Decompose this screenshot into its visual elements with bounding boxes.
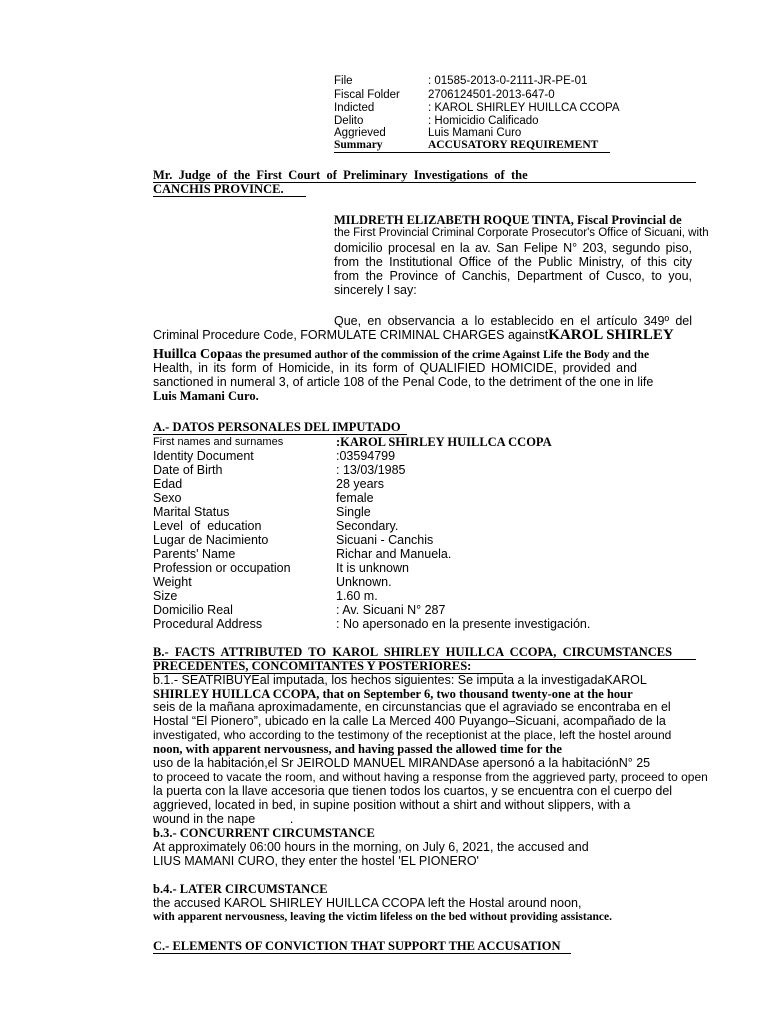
header-row-aggrieved: Aggrieved Luis Mamani Curo [334, 127, 522, 139]
prosecutor-office: the First Provincial Criminal Corporate Prosecutor's Office of Sicuani, with [334, 227, 709, 239]
header-row-summary: Summary ACCUSATORY REQUIREMENT [334, 139, 610, 153]
header-row-indicted: Indicted : KAROL SHIRLEY HUILLCA CCOPA [334, 102, 620, 114]
prosecutor-name: MILDRETH ELIZABETH ROQUE TINTA, Fiscal Provincial de [334, 213, 682, 227]
b4-line: the accused KAROL SHIRLEY HUILLCA CCOPA left the Hostal around noon, [153, 896, 582, 910]
prosecutor-office-line: from the Institutional Office of the Public Ministry, of this city [334, 255, 692, 269]
b1-line: investigated, who according to the testimony of the receptionist at the place, left the hostel around [153, 728, 672, 742]
b3-line: LIUS MAMANI CURO, they enter the hostel 'EL PIONERO' [153, 854, 479, 868]
b3-line: At approximately 06:00 hours in the morning, on July 6, 2021, the accused and [153, 840, 589, 854]
b4-line: with apparent nervousness, leaving the victim lifeless on the bed without providing assistance. [153, 911, 612, 923]
section-b-title-line-1: B.- FACTS ATTRIBUTED TO KAROL SHIRLEY HUILLCA CCOPA, CIRCUMSTANCES [153, 645, 696, 660]
header-row-delito: Delito : Homicidio Calificado [334, 115, 539, 127]
header-row-fiscal-folder: Fiscal Folder 2706124501-2013-647-0 [334, 89, 555, 101]
section-a-title: A.- DATOS PERSONALES DEL IMPUTADO [153, 420, 407, 435]
prosecutor-closing: sincerely I say: [334, 283, 417, 297]
b4-title: b.4.- LATER CIRCUMSTANCE [153, 882, 328, 896]
b1-line: aggrieved, located in bed, in supine position without a shirt and without slippers, with a [153, 798, 631, 812]
prosecutor-province-line: from the Province of Canchis, Department of Cusco, to you, [334, 269, 692, 283]
b1-line: SHIRLEY HUILLCA CCOPA, that on September 6, two thousand twenty-one at the hour [153, 687, 633, 701]
charge-line-1: Que, en observancia a lo establecido en el artículo 349º del [334, 314, 692, 328]
b3-title: b.3.- CONCURRENT CIRCUMSTANCE [153, 826, 375, 840]
header-row-file: File : 01585-2013-0-2111-JR-PE-01 [334, 75, 588, 87]
charge-line-4: Health, in its form of Homicide, in its form of QUALIFIED HOMICIDE, provided and [153, 361, 637, 375]
b1-line: to proceed to vacate the room, and without having a response from the aggrieved party, proceed to open [153, 770, 708, 784]
b1-line: noon, with apparent nervousness, and having passed the allowed time for the [153, 742, 562, 756]
b1-line: la puerta con la llave accesoria que tienen todos los cuartos, y se encuentra con el cuerpo del [153, 784, 673, 798]
b1-line: wound in the nape . [153, 812, 294, 826]
b1-line: seis de la mañana aproximadamente, en circunstancias que el agraviado se encontraba en el [153, 700, 671, 714]
document-page: File : 01585-2013-0-2111-JR-PE-01 Fiscal Folder 2706124501-2013-647-0 Indicted : KAROL SHIRLEY HUILLCA CCOPA Delito : Homicidio Calificado Aggrieved Luis Mamani Curo Summary ACCUSATORY REQUIREMENT Mr. Judge of the First Court of Preliminary Investigations of the CANCHIS PROVINCE. MILDRETH ELIZABETH ROQUE TINTA, Fiscal Provincial de the First Provincial Criminal Corporate Prosecutor's Office of Sicuani, with domicilio procesal en la av. San Felipe N° 203, segundo piso, from the Institutional Office of the Public Ministry, of this city from the Province of Canchis, Department of Cusco, to you, sincerely I say: Que, en observancia a lo establecido en el artículo 349º del Criminal Procedure Code, FORMULATE CRIMINAL CHARGES againstKAROL SHIRLEY Huillca Copaas the presumed author of the commission of the crime Against Life the Body and the Health, in its form of Homicide, in its form of QUALIFIED HOMICIDE, provided and sanctioned in numeral 3, of article 108 of the Penal Code, to the detriment of the one in life Luis Mamani Curo. A.- DATOS PERSONALES DEL IMPUTADO First names and surnames :KAROL SHIRLEY HUILLCA CCOPA Identity Document :03594799 Date of Birth : 13/03/1985 Edad 28 years Sexo female Marital Status Single Level of education Secondary. Lugar de Nacimiento Sicuani - Canchis Parents' Name Richar and Manuela. Profession or occupation It is unknown Weight Unknown. Size 1.60 m. Domicilio Real : Av. Sicuani N° 287 Procedural Address : No apersonado en la presente investigación. B.- FACTS ATTRIBUTED TO KAROL SHIRLEY HUILLCA CCOPA, CIRCUMSTANCES PRECEDENTES, CONCOMITANTES Y POSTERIORES: b.1.- SEATRIBUYEal imputada, los hechos siguientes: Se imputa a la investigadaKAROL SHIRLEY HUILLCA CCOPA, that on September 6, two thousand twenty-one at the hour seis de la mañana aproximadamente, en circunstancias que el agraviado se encontraba en el Hostal “El Pionero”, ubicado en la calle La Merced 400 Puyango–Sicuani, acompañado de la investigated, who according to the testimony of the receptionist at the place, left the hostel around noon, with apparent nervousness, and having passed the allowed time for the uso de la habitación,el Sr JEIROLD MANUEL MIRANDAse apersonó a la habitaciónN° 25 to proceed to vacate the room, and without having a response from the aggrieved party, proceed to open la puerta con la llave accesoria que tienen todos los cuartos, y se encuentra con el cuerpo del aggrieved, located in bed, in supine position without a shirt and without slippers, with a wound in the nape . b.3.- CONCURRENT CIRCUMSTANCE At approximately 06:00 hours in the morning, on July 6, 2021, the accused and LIUS MAMANI CURO, they enter the hostel 'EL PIONERO' b.4.- LATER CIRCUMSTANCE the accused KAROL SHIRLEY HUILLCA CCOPA left the Hostal around noon, with apparent nervousness, leaving the victim lifeless on the bed without providing assistance. C.- ELEMENTS OF CONVICTION THAT SUPPORT THE ACCUSATION [153, 75, 709, 953]
charge-line-2: Criminal Procedure Code, FORMULATE CRIMINAL CHARGES againstKAROL SHIRLEY [153, 327, 674, 343]
addressee-line-2: CANCHIS PROVINCE. [153, 182, 306, 197]
prosecutor-address-line: domicilio procesal en la av. San Felipe N° 203, segundo piso, [334, 241, 692, 255]
addressee-line-1: Mr. Judge of the First Court of Preliminary Investigations of the [153, 168, 696, 183]
b1-line: Hostal “El Pionero”, ubicado en la calle La Merced 400 Puyango–Sicuani, acompañado de la [153, 714, 666, 728]
section-b-title-line-2: PRECEDENTES, CONCOMITANTES Y POSTERIORES: [153, 659, 503, 674]
section-c-title: C.- ELEMENTS OF CONVICTION THAT SUPPORT THE ACCUSATION [153, 939, 571, 954]
charge-line-5: sanctioned in numeral 3, of article 108 of the Penal Code, to the detriment of the one in life [153, 375, 654, 389]
b1-line: b.1.- SEATRIBUYEal imputada, los hechos siguientes: Se imputa a la investigadaKAROL [153, 673, 647, 687]
charge-line-3: Huillca Copaas the presumed author of the commission of the crime Against Life the Body and the [153, 347, 650, 362]
accused-name-inline: KAROL SHIRLEY [548, 327, 674, 343]
b1-line: uso de la habitación,el Sr JEIROLD MANUEL MIRANDAse apersonó a la habitaciónN° 25 [153, 756, 651, 770]
charge-victim: Luis Mamani Curo. [153, 389, 259, 403]
